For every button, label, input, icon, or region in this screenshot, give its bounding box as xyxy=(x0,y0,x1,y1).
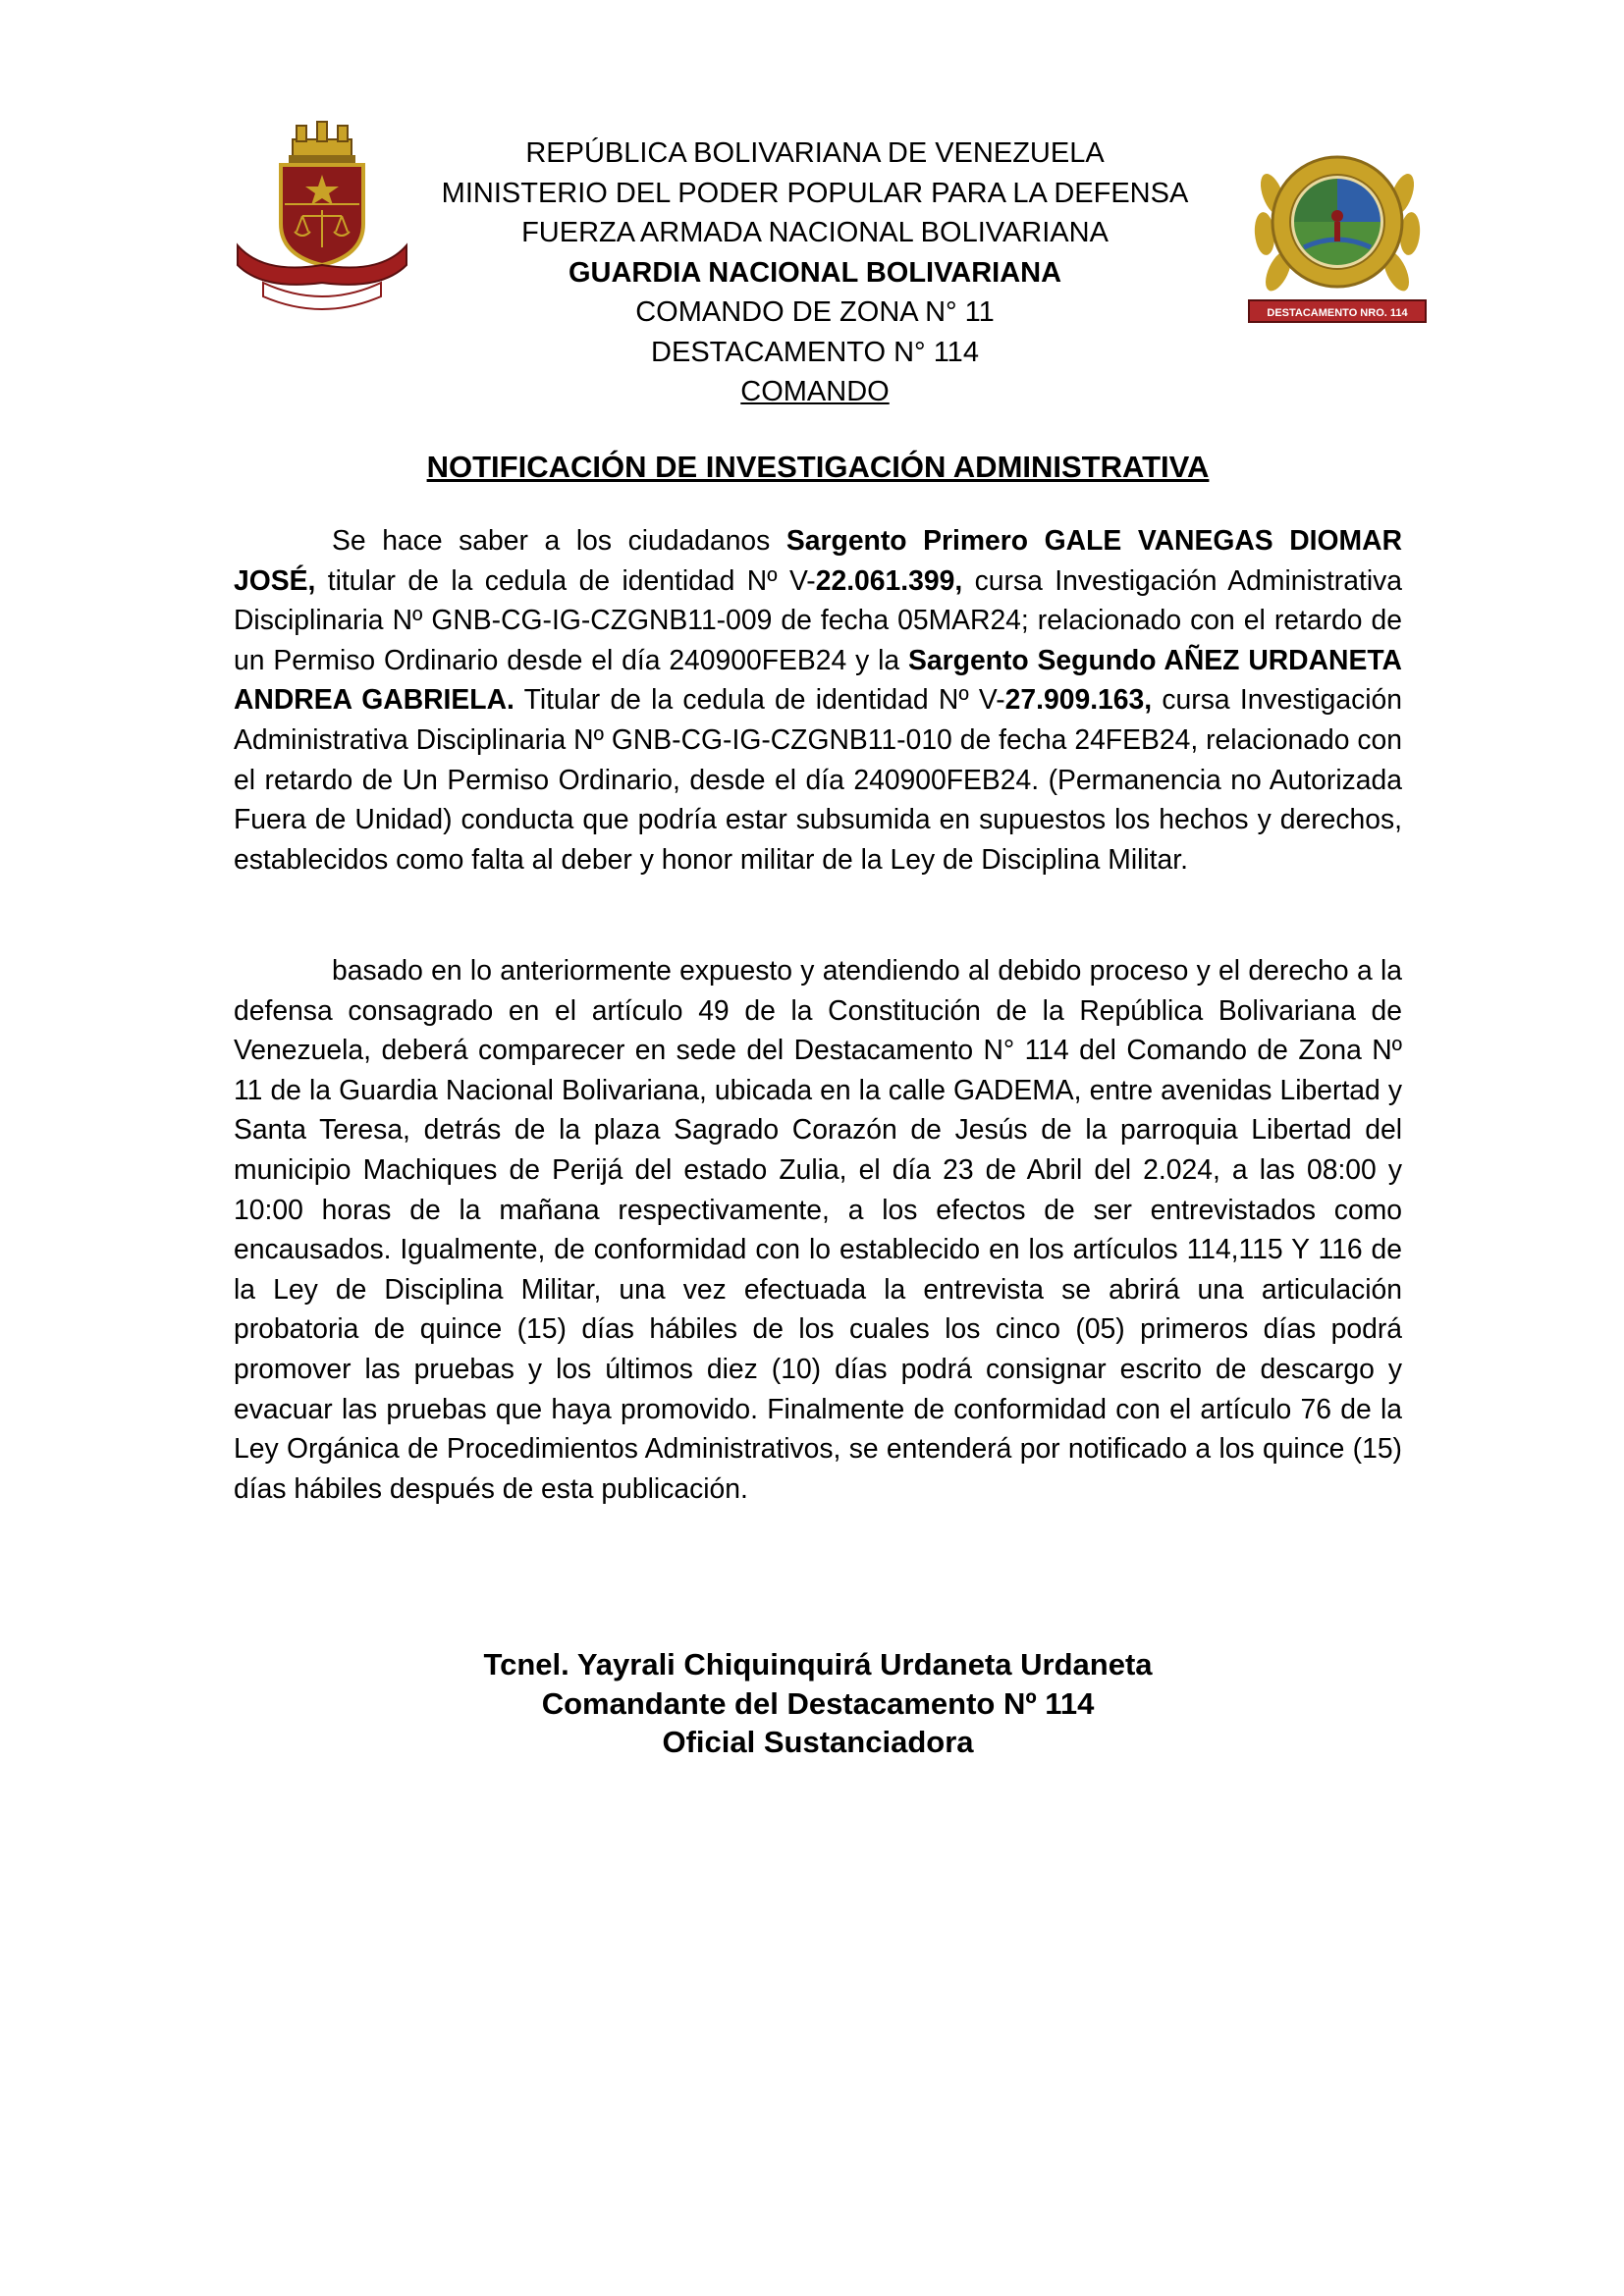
paragraph2-text: basado en lo anteriormente expuesto y atendiendo al debido proceso y el derecho a la defensa consagrado en el artículo 49 de la Constitución de la República Bolivariana de Venezuela, deberá comparecer en sede del Destacamento N° 114 del Comando de Zona Nº 11 de la Guardia Nacional Bolivariana, ubicada en la calle GADEMA, entre avenidas Libertad y Santa Teresa, detrás de la plaza Sagrado Corazón de Jesús de la parroquia Libertad del municipio Machiques de Perijá del estado Zulia, el día 23 de Abril del 2.024, a las 08:00 y 10:00 horas de la mañana respectivamente, a los efectos de ser entrevistados como encausados. Igualmente, de conformidad con lo establecido en los artículos 114,115 Y 116 de la Ley de Disciplina Militar, una vez efectuada la entrevista se abrirá una articulación probatoria de quince (15) días hábiles de los cuales los cinco (05) primeros días podrá promover las pruebas y los últimos diez (10) días podrá consignar escrito de descargo y evacuar las pruebas que haya promovido. Finalmente de conformidad con el artículo 76 de la Ley Orgánica de Procedimientos Administrativos, se entenderá por notificado a los quince (15) días hábiles después de esta publicación. xyxy=(234,954,1402,1504)
paragraph1-text-3: cursa Investigación Administrativa Disciplinaria Nº GNB-CG-IG-CZGNB11-009 de fecha 05MAR24; relacionado con el retardo de un Permiso Ordinario desde el día 240900FEB24 y la xyxy=(234,563,1403,675)
crown-icon xyxy=(289,122,355,163)
signatory-name: Tcnel. Yayrali Chiquinquirá Urdaneta Urdaneta xyxy=(483,1647,1153,1682)
notification-paragraph xyxy=(234,520,1402,879)
paragraph1-text-4: Titular de la cedula de identidad Nº V- xyxy=(514,683,1005,716)
emblem-banner-text: DESTACAMENTO NRO. 114 xyxy=(1267,307,1408,319)
paragraph1-text-2: titular de la cedula de identidad Nº V- xyxy=(315,563,816,596)
paragraph1-id-2: 27.909.163, xyxy=(1004,683,1153,716)
header-line-zone: COMANDO DE ZONA N° 11 xyxy=(635,296,995,328)
signatory-position: Comandante del Destacamento Nº 114 xyxy=(541,1685,1095,1721)
header-line-armed-force: FUERZA ARMADA NACIONAL BOLIVARIANA xyxy=(521,217,1109,248)
paragraph1-id-1: 22.061.399, xyxy=(815,563,963,596)
document-title: NOTIFICACIÓN DE INVESTIGACIÓN ADMINISTRATIVA xyxy=(426,450,1210,484)
signature-block xyxy=(234,1645,1402,1762)
paragraph1-text-5: cursa Investigación Administrativa Disciplinaria Nº GNB-CG-IG-CZGNB11-010 de fecha 24FEB24, relacionado con el retardo de Un Permiso Ordinario, desde el día 240900FEB24. (Permanencia no Autorizada Fuera de Unidad) conducta que podría estar subsumida en supuestos los hechos y derechos, establecidos como falta al deber y honor militar de la Ley de Disciplina Militar. xyxy=(234,683,1402,875)
paragraph1-name-2: Sargento Segundo AÑEZ URDANETA ANDREA GABRIELA. xyxy=(234,643,1402,716)
header-line-guard: GUARDIA NACIONAL BOLIVARIANA xyxy=(568,256,1062,289)
header-line-command: COMANDO xyxy=(740,376,890,407)
header-line-ministry: MINISTERIO DEL PODER POPULAR PARA LA DEFENSA xyxy=(441,177,1189,209)
signatory-role: Oficial Sustanciadora xyxy=(662,1725,974,1759)
document-header xyxy=(353,133,1276,412)
header-line-detachment: DESTACAMENTO N° 114 xyxy=(651,336,979,368)
paragraph1-text-1: Se hace saber a los ciudadanos xyxy=(332,524,786,556)
header-line-republic: REPÚBLICA BOLIVARIANA DE VENEZUELA xyxy=(525,137,1105,169)
summons-paragraph xyxy=(234,950,1402,1508)
paragraph1-name-1: Sargento Primero GALE VANEGAS DIOMAR JOSÉ, xyxy=(234,524,1402,596)
